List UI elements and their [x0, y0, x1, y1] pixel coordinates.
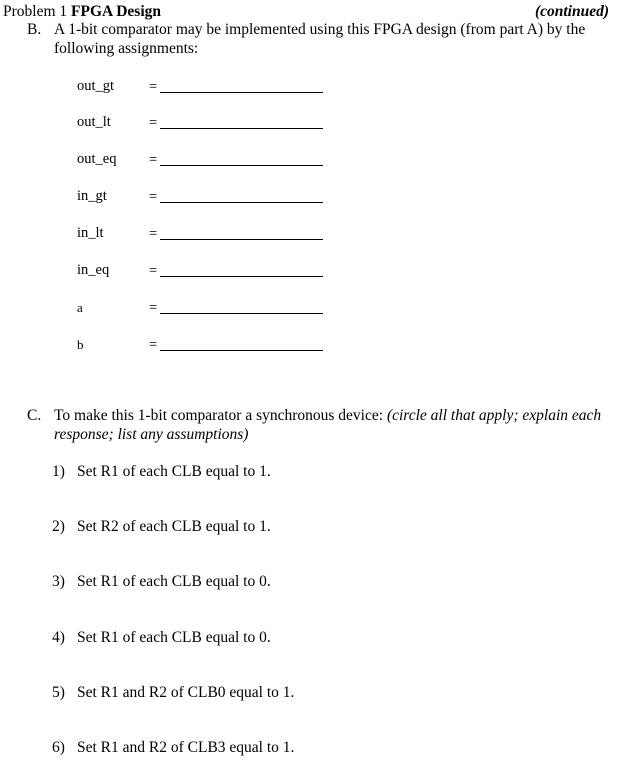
option-number: 3) — [52, 573, 65, 590]
option-text[interactable]: Set R1 of each CLB equal to 0. — [77, 573, 271, 590]
answer-blank-a[interactable] — [160, 313, 323, 314]
answer-blank-out-gt[interactable] — [160, 92, 323, 93]
option-text[interactable]: Set R2 of each CLB equal to 1. — [77, 518, 271, 535]
assignment-label-in-gt: in_gt — [77, 188, 107, 204]
part-c-letter: C. — [27, 407, 42, 424]
assignment-label-b: b — [77, 337, 84, 352]
answer-blank-in-gt[interactable] — [160, 202, 323, 203]
assignment-label-out-lt: out_lt — [77, 114, 111, 130]
option-text[interactable]: Set R1 of each CLB equal to 1. — [77, 463, 271, 480]
part-c-text — [54, 406, 624, 444]
option-number: 2) — [52, 518, 65, 535]
problem-title: FPGA Design — [71, 3, 162, 20]
assignment-equals: = — [149, 226, 158, 242]
assignment-label-in-eq: in_eq — [77, 262, 110, 278]
assignment-equals: = — [149, 263, 158, 279]
assignment-equals: = — [149, 189, 158, 205]
continued-label: (continued) — [534, 3, 609, 20]
assignment-equals: = — [149, 79, 158, 95]
answer-blank-out-lt[interactable] — [160, 128, 323, 129]
part-c-instructions-2: response; list any assumptions) — [54, 426, 249, 443]
assignment-label-a: a — [77, 300, 83, 315]
assignment-label-out-eq: out_eq — [77, 151, 117, 167]
part-b-text-line1: A 1-bit comparator may be implemented using this FPGA design (from part A) by the — [54, 21, 586, 38]
part-b-text-line2: following assignments: — [54, 40, 199, 57]
assignment-equals: = — [149, 337, 158, 353]
assignment-equals: = — [149, 152, 158, 168]
option-text[interactable]: Set R1 of each CLB equal to 0. — [77, 629, 271, 646]
answer-blank-in-lt[interactable] — [160, 239, 323, 240]
assignment-label-in-lt: in_lt — [77, 225, 104, 241]
option-text[interactable]: Set R1 and R2 of CLB0 equal to 1. — [77, 684, 295, 701]
assignment-label-out-gt: out_gt — [77, 78, 115, 94]
option-number: 5) — [52, 684, 65, 701]
option-number: 1) — [52, 463, 65, 480]
option-number: 4) — [52, 629, 65, 646]
part-b-text — [54, 20, 614, 58]
assignment-equals: = — [149, 300, 158, 316]
part-c-text-line1 — [54, 406, 624, 425]
answer-blank-out-eq[interactable] — [160, 165, 323, 166]
answer-blank-b[interactable] — [160, 350, 323, 351]
part-c-prompt: To make this 1-bit comparator a synchronous device: — [54, 407, 387, 424]
part-b-letter: B. — [27, 21, 42, 38]
assignment-equals: = — [149, 115, 158, 131]
option-text[interactable]: Set R1 and R2 of CLB3 equal to 1. — [77, 739, 295, 756]
answer-blank-in-eq[interactable] — [160, 276, 323, 277]
problem-label: Problem 1 — [3, 3, 68, 20]
option-number: 6) — [52, 739, 65, 756]
part-c-instructions-1: (circle all that apply; explain each — [386, 407, 602, 424]
problem-heading — [3, 2, 161, 21]
